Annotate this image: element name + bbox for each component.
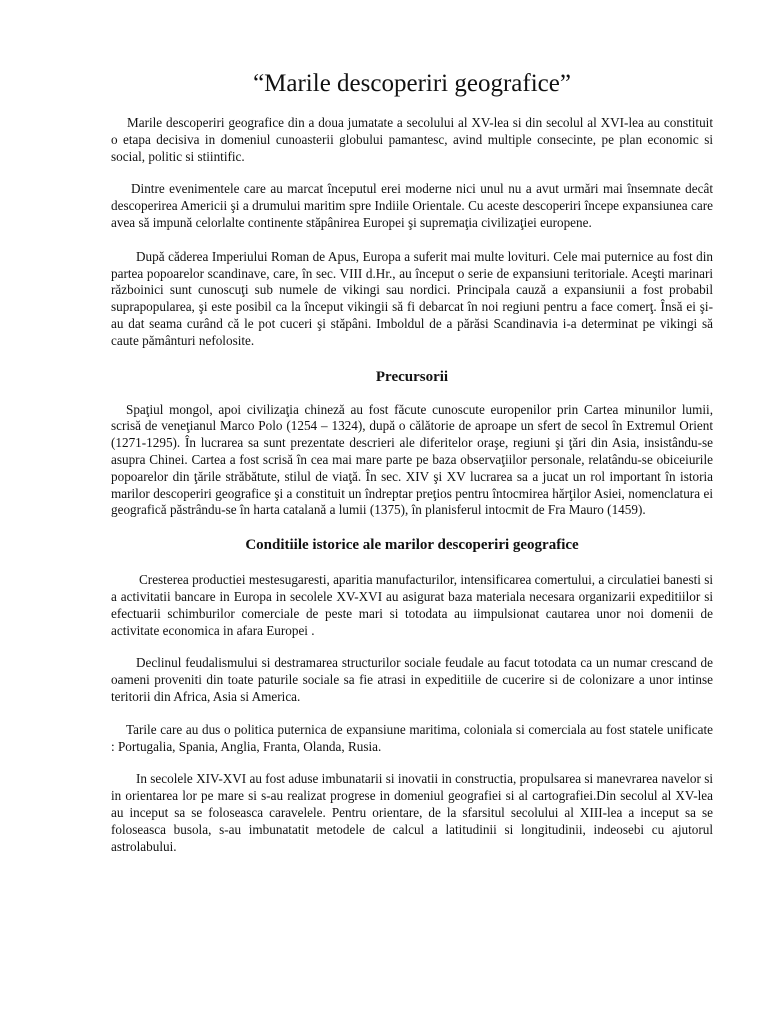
conditiile-paragraph-2: Declinul feudalismului si destramarea structurilor sociale feudale au facut totodata ca un numar crescand de oameni proveniti din toate paturile sociale sa fie atrasi in expeditiile de cucerire si de colonizare a unor intinse teritorii din Africa, Asia si America. xyxy=(111,655,713,704)
document-page xyxy=(111,66,713,855)
document-title: “Marile descoperiri geografice” xyxy=(253,70,571,97)
section-heading-conditiile: Conditiile istorice ale marilor descoperiri geografice xyxy=(245,537,579,554)
conditiile-paragraph-3: Tarile care au dus o politica puternica de expansiune maritima, coloniala si comerciala au fost statele unificate : Portugalia, Spania, Anglia, Franta, Olanda, Rusia. xyxy=(111,721,713,754)
conditiile-paragraph-1: Cresterea productiei mestesugaresti, aparitia manufacturilor, intensificarea comertului, a circulatiei banesti si a activitatii bancare in Europa in secolele XV-XVI au asigurat baza materiala necesara organizarii expeditiilor si efectuarii schimburilor comerciale de peste mari si totodata au iimpulsionat cautarea unor noi domenii de activitate economica in afara Europei . xyxy=(111,572,713,638)
intro-paragraph-3: După căderea Imperiului Roman de Apus, Europa a suferit mai multe lovituri. Cele mai puternice au fost din partea popoarelor scandinave, care, în sec. VIII d.Hr., au început o serie de expansiuni teritoriale. Aceşti marinari războinici sunt cunoscuţi sub numele de vikingi sau nordici. Principala cauză a expansiunii a fost probabil suprapopularea, şi este posibil ca la început vikingii să fi debarcat în noi regiuni pentru a face comerţ. Însă ei şi-au dat seama curând că le pot cuceri şi stăpâni. Imboldul de a părăsi Scandinavia i-a determinat pe vikingi să caute pământuri nefolosite. xyxy=(111,248,713,348)
section-heading-precursorii: Precursorii xyxy=(375,368,449,385)
intro-paragraph-2: Dintre evenimentele care au marcat începutul erei moderne nici unul nu a avut urmări mai însemnate decât descoperirea Americii şi a drumului maritim spre Indiile Orientale. Cu aceste descoperiri începe expansiunea care avea să impună celorlalte continente stăpânirea Europei şi supremaţia civilizaţiei europene. xyxy=(111,181,713,230)
conditiile-paragraph-4: In secolele XIV-XVI au fost aduse imbunatarii si inovatii in constructia, propulsarea si manevrarea navelor si in orientarea lor pe mare si s-au realizat progrese in domeniul geografiei si al cartografiei.Din secolul al XV-lea au inceput sa se foloseasca caravelele. Pentru orientare, de la sfarsitul secolului al XIII-lea a inceput sa se foloseasca busola, s-au imbunatatit metodele de calcul a latitudinii si longitudinii, indeosebi cu ajutorul astrolabului. xyxy=(111,771,713,854)
precursorii-paragraph-1: Spaţiul mongol, apoi civilizaţia chineză au fost făcute cunoscute europenilor prin Cartea minunilor lumii, scrisă de veneţianul Marco Polo (1254 – 1324), după o călătorie de aproape un sfert de secol în Extremul Orient (1271-1295). În lucrarea sa sunt prezentate descrieri ale diferitelor oraşe, regiuni şi ţări din Asia, insistându-se asupra Chinei. Cartea a fost scrisă în cea mai mare parte pe baza observaţiilor personale, relatându-se obiceiurile popoarelor din ţările străbătute, stilul de viaţă. În sec. XIV şi XV lucrarea sa a jucat un rol important în istoria marilor descoperiri geografice şi a constituit un îndreptar preţios pentru întocmirea hărţilor Asiei, nomenclatura ei geografică păstrându-se în harta catalană a lumii (1375), în planisferul intocmit de Fra Mauro (1459). xyxy=(111,401,713,518)
intro-paragraph-1: Marile descoperiri geografice din a doua jumatate a secolului al XV-lea si din secolul al XVI-lea au constituit o etapa decisiva in domeniul cunoasterii globului pamantesc, avind multiple consecinte, pe plan economic si social, politic si stiintific. xyxy=(111,115,713,164)
